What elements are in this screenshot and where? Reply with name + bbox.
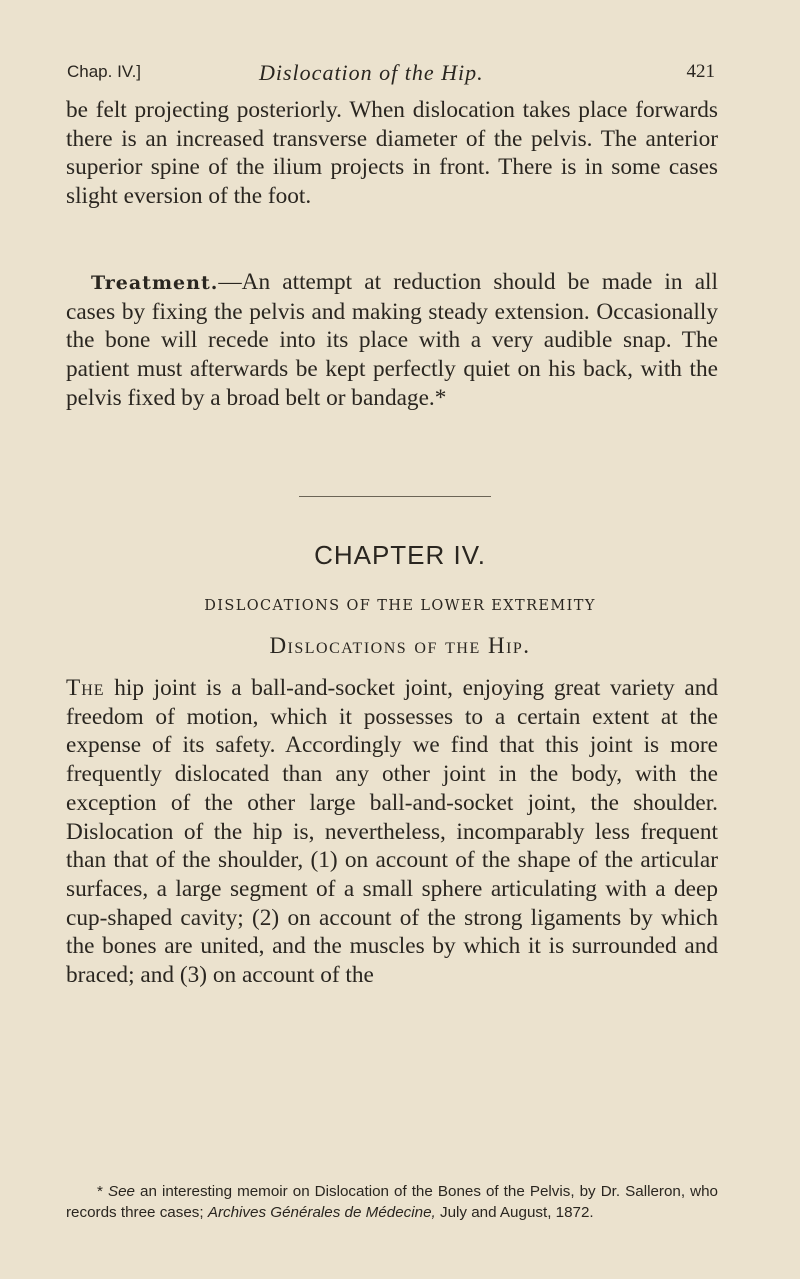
page-number: 421 <box>686 61 715 82</box>
paragraph-hip-joint <box>66 674 718 990</box>
footnote <box>66 1182 718 1223</box>
chapter-title: CHAPTER IV. <box>314 540 486 570</box>
treatment-text: —An attempt at reduction should be made in all cases by fixing the pelvis and making steady extension. Occasionally the bone will recede into its place with a very audible snap. The patient must afterwards be kept perfectly quiet on his back, with the pelvis fixed by a broad belt or bandage.* <box>66 269 718 411</box>
footnote-text-2: July and August, 1872. <box>435 1203 594 1221</box>
section-divider <box>299 496 491 497</box>
paragraph-treatment <box>66 268 718 413</box>
paragraph-lead-word: The <box>66 675 105 701</box>
footnote-see: See <box>107 1183 135 1200</box>
footnote-text-1: an interesting memoir on Dislocation of the Bones of the Pelvis, by Dr. Salleron, who records three cases; <box>66 1183 718 1221</box>
chapter-subtitle: DISLOCATIONS OF THE LOWER EXTREMITY <box>204 598 596 614</box>
footnote-journal: Archives Générales de Médecine, <box>207 1203 436 1221</box>
footnote-marker: * <box>97 1183 108 1200</box>
section-title: Dislocations of the Hip. <box>269 633 531 658</box>
chapter-reference: Chap. IV.] <box>67 62 142 81</box>
running-head <box>67 60 715 88</box>
treatment-heading: Treatment. <box>91 272 219 294</box>
paragraph-dislocation-signs: be felt projecting posteriorly. When dislocation takes place forwards there is an increased transverse diameter of the pelvis. The anterior superior spine of the ilium projects in front. There is in some cases slight eversion of the foot. <box>66 97 718 210</box>
running-title: Dislocation of the Hip. <box>259 60 484 85</box>
hip-joint-text: hip joint is a ball-and-socket joint, enjoying great variety and freedom of motion, which it possesses to a certain extent at the expense of its safety. Accordingly we find that this joint is more frequently dislocated than any other joint in the body, with the exception of the other large ball-and-socket joint, the shoulder. Dislocation of the hip is, nevertheless, incomparably less frequent than that of the shoulder, (1) on account of the shape of the articular surfaces, a large segment of a small sphere articulating with a deep cup-shaped cavity; (2) on account of the strong ligaments by which the bones are united, and the muscles by which it is surrounded and braced; and (3) on account of the <box>66 675 718 989</box>
